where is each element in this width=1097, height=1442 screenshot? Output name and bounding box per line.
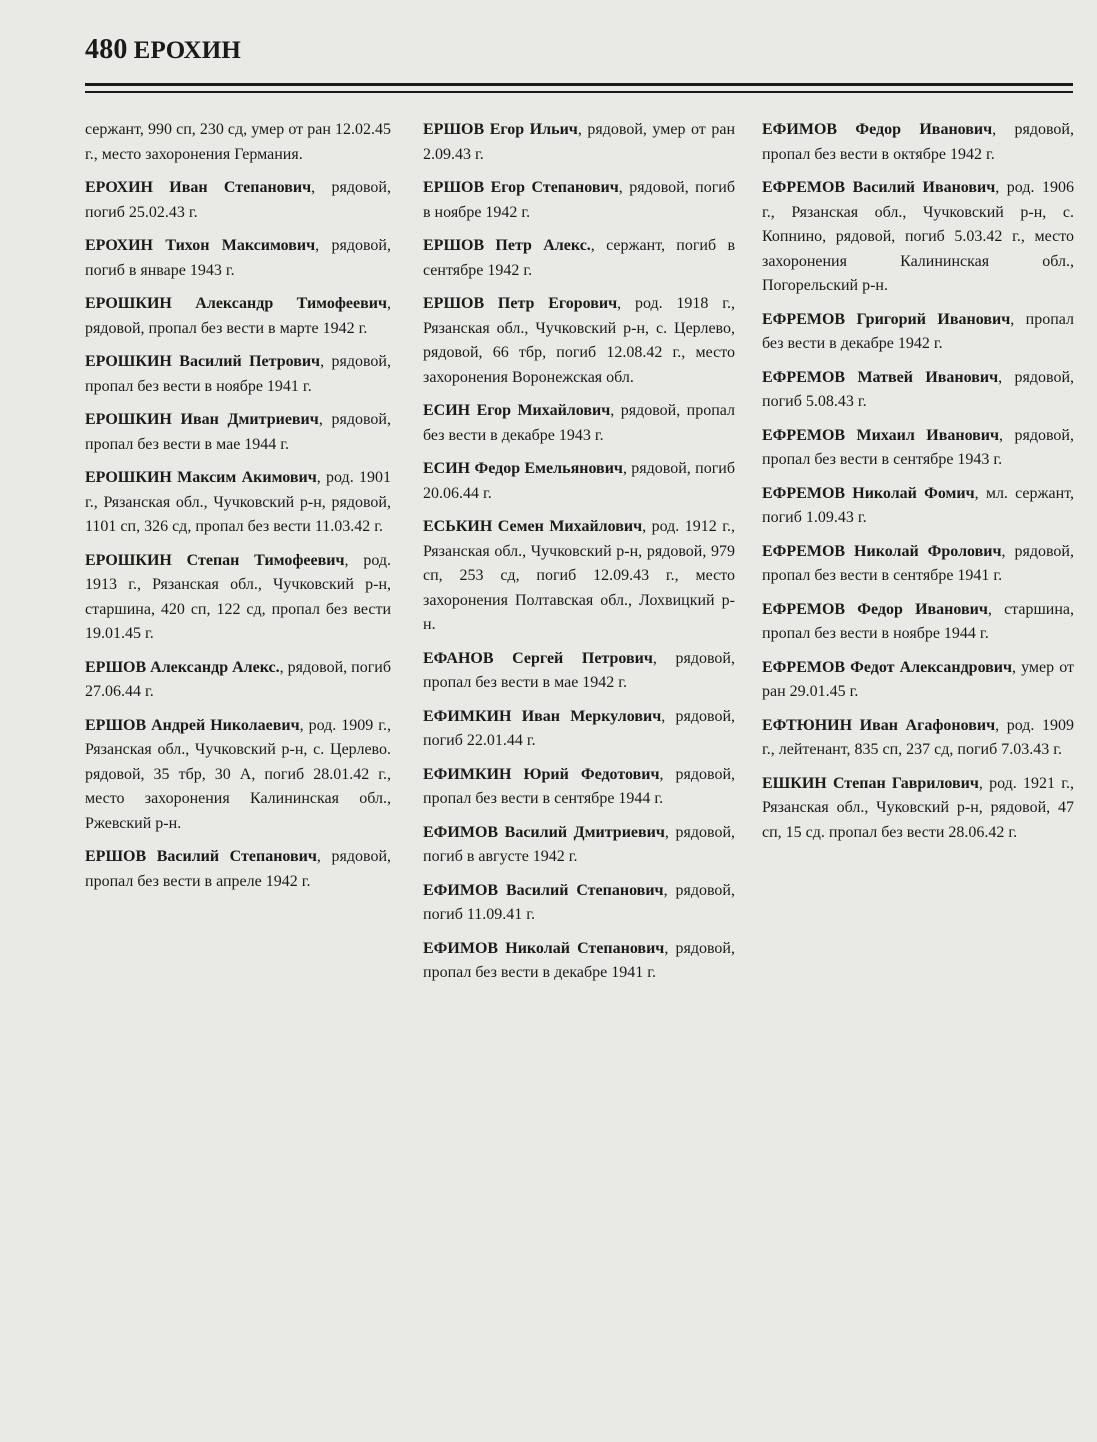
column-3 [762, 118, 1074, 854]
list-item [762, 598, 1074, 647]
person-details: , рядовой, погиб 11.09.41 г. [423, 881, 735, 923]
list-item [85, 234, 391, 283]
person-details: , сержант, погиб в сентябре 1942 г. [423, 237, 735, 279]
person-details: , род. 1921 г., Рязанская обл., Чуковский р-н, рядовой, 47 сп, 15 сд. пропал без вести 28.06.42 г. [762, 774, 1074, 841]
person-details: , рядовой, пропал без вести в мае 1944 г. [85, 411, 391, 453]
person-name: ЕСИН Егор Михайлович [423, 402, 611, 419]
person-name: ЕФРЕМОВ Матвей Иванович [762, 368, 999, 386]
person-name: ЕСИН Федор Емельянович [423, 460, 623, 477]
person-name: ЕФТЮНИН Иван Агафонович [762, 716, 996, 734]
person-details: , мл. сержант, погиб 1.09.43 г. [762, 484, 1075, 526]
list-item [762, 366, 1074, 415]
person-name: ЕФИМКИН Юрий Федотович [423, 765, 660, 783]
person-details: сержант, 990 сп, 230 сд, умер от ран 12.02.45 г., место захоронения Германия. [85, 121, 391, 163]
list-item [423, 176, 735, 225]
person-details: , рядовой, погиб в январе 1943 г. [85, 237, 391, 279]
person-name: ЕРОШКИН Василий Петрович [85, 353, 321, 370]
person-details: , рядовой, пропал без вести в марте 1942 г. [85, 295, 391, 337]
person-name: ЕРШОВ Александр Алекс. [85, 658, 280, 676]
person-details: , рядовой, умер от ран 2.09.43 г. [423, 121, 735, 163]
person-name: ЕРШОВ Василий Степанович [85, 848, 317, 865]
person-details: , род. 1912 г., Рязанская обл., Чучковский р-н, рядовой, 979 сп, 253 сд, погиб 12.09.43 г., место захоронения Полтавская обл., Лохвицкий р-н. [423, 518, 736, 633]
person-name: ЕФИМКИН Иван Меркулович [423, 707, 662, 725]
list-item [762, 540, 1074, 589]
list-item [762, 772, 1074, 846]
person-details: , рядовой, пропал без вести в декабре 1941 г. [423, 939, 735, 981]
person-details: , старшина, пропал без вести в ноябре 1944 г. [762, 600, 1074, 642]
list-item [423, 821, 735, 870]
person-name: ЕФИМОВ Василий Дмитриевич [423, 823, 665, 841]
list-item [423, 292, 735, 390]
page-number: 480 [85, 34, 128, 65]
list-item [423, 234, 735, 283]
person-name: ЕФАНОВ Сергей Петрович [423, 649, 653, 667]
list-item [85, 466, 391, 540]
person-name: ЕРШОВ Петр Егорович [423, 295, 618, 312]
person-name: ЕРШОВ Егор Степанович [423, 179, 619, 196]
person-name: ЕРШОВ Петр Алекс. [423, 237, 591, 254]
list-item [423, 399, 735, 448]
page-header [85, 34, 241, 66]
person-name: ЕФИМОВ Василий Степанович [423, 881, 664, 899]
person-name: ЕФРЕМОВ Николай Фролович [762, 542, 1002, 560]
person-name: ЕФРЕМОВ Федор Иванович [762, 600, 988, 618]
person-name: ЕРШОВ Егор Ильич [423, 121, 578, 138]
list-item [85, 176, 391, 225]
person-details: , рядовой, пропал без вести в ноябре 1941 г. [85, 353, 391, 395]
person-name: ЕФИМОВ Николай Степанович [423, 939, 665, 957]
list-item [85, 714, 391, 837]
person-details: , рядовой, пропал без вести в мае 1942 г. [423, 649, 735, 691]
list-item [762, 118, 1074, 167]
person-details: , рядовой, погиб 27.06.44 г. [85, 658, 391, 700]
person-name: ЕРОШКИН Александр Тимофеевич [85, 295, 387, 312]
person-details: , пропал без вести в декабре 1942 г. [762, 310, 1074, 352]
person-details: , рядовой, погиб 20.06.44 г. [423, 460, 735, 502]
running-title: ЕРОХИН [133, 37, 242, 64]
person-details: , род. 1918 г., Рязанская обл., Чучковский р-н, с. Церлево, рядовой, 66 тбр, погиб 12.08.42 г., место захоронения Воронежская обл. [423, 295, 735, 386]
list-item [423, 647, 735, 696]
person-name: ЕРОХИН Иван Степанович [85, 179, 312, 196]
list-item [762, 176, 1074, 299]
person-details: , род. 1909 г., лейтенант, 835 сп, 237 сд, погиб 7.03.43 г. [762, 716, 1074, 758]
person-details: , рядовой, пропал без вести в сентябре 1944 г. [423, 765, 736, 807]
list-item [85, 845, 391, 894]
person-details: , рядовой, погиб 22.01.44 г. [423, 707, 736, 749]
list-item [423, 515, 735, 638]
list-item [423, 879, 735, 928]
list-item [762, 656, 1074, 705]
person-details: , род. 1913 г., Рязанская обл., Чучковский р-н, старшина, 420 сп, 122 сд, пропал без вести 19.01.45 г. [85, 551, 392, 642]
person-details: , рядовой, пропал без вести в сентябре 1943 г. [762, 426, 1074, 468]
list-item [762, 424, 1074, 473]
list-item [85, 118, 391, 167]
person-name: ЕФРЕМОВ Григорий Иванович [762, 310, 1011, 328]
person-name: ЕСЬКИН Семен Михайлович [423, 518, 643, 535]
list-item [762, 482, 1074, 531]
person-details: , род. 1909 г., Рязанская обл., Чучковский р-н, с. Церлево. рядовой, 35 тбр, 30 А, погиб 28.01.42 г., место захоронения Калининская обл., Ржевский р-н. [85, 716, 391, 832]
list-item [85, 292, 391, 341]
person-name: ЕФИМОВ Федор Иванович [762, 121, 993, 138]
column-2 [423, 118, 735, 995]
column-1 [85, 118, 391, 903]
person-details: , рядовой, пропал без вести в апреле 1942 г. [85, 848, 392, 890]
person-details: , рядовой, пропал без вести в сентябре 1941 г. [762, 542, 1074, 584]
list-item [85, 656, 391, 705]
header-rule-thin [85, 91, 1073, 93]
list-item [423, 118, 735, 167]
list-item [423, 763, 735, 812]
person-details: , рядовой, погиб в августе 1942 г. [423, 823, 736, 865]
person-details: , рядовой, погиб 25.02.43 г. [85, 179, 391, 221]
person-details: , род. 1906 г., Рязанская обл., Чучковский р-н, с. Копнино, рядовой, погиб 5.03.42 г., место захоронения Калининская обл., Погорельский р-н. [762, 179, 1074, 294]
header-rule-thick [85, 83, 1073, 86]
person-name: ЕФРЕМОВ Николай Фомич [762, 484, 975, 502]
list-item [423, 705, 735, 754]
person-name: ЕШКИН Степан Гаврилович [762, 774, 979, 792]
person-name: ЕРОХИН Тихон Максимович [85, 237, 316, 254]
person-name: ЕРОШКИН Степан Тимофеевич [85, 551, 345, 569]
list-item [423, 937, 735, 986]
person-name: ЕРОШКИН Максим Акимович [85, 469, 317, 486]
list-item [85, 408, 391, 457]
person-details: , рядовой, погиб 5.08.43 г. [762, 368, 1075, 410]
list-item [85, 350, 391, 399]
person-name: ЕРШОВ Андрей Николаевич [85, 716, 300, 734]
person-name: ЕРОШКИН Иван Дмитриевич [85, 411, 319, 428]
person-name: ЕФРЕМОВ Михаил Иванович [762, 426, 1000, 444]
list-item [762, 714, 1074, 763]
list-item [85, 549, 391, 647]
person-details: , род. 1901 г., Рязанская обл., Чучковский р-н, рядовой, 1101 сп, 326 сд, пропал без вести 11.03.42 г. [85, 469, 391, 535]
person-details: , умер от ран 29.01.45 г. [762, 658, 1074, 700]
person-name: ЕФРЕМОВ Василий Иванович [762, 179, 996, 196]
person-details: , рядовой, погиб в ноябре 1942 г. [423, 179, 735, 221]
list-item [762, 308, 1074, 357]
person-name: ЕФРЕМОВ Федот Александрович [762, 658, 1013, 676]
list-item [423, 457, 735, 506]
person-details: , рядовой, пропал без вести в декабре 1943 г. [423, 402, 736, 444]
person-details: , рядовой, пропал без вести в октябре 1942 г. [762, 121, 1074, 163]
